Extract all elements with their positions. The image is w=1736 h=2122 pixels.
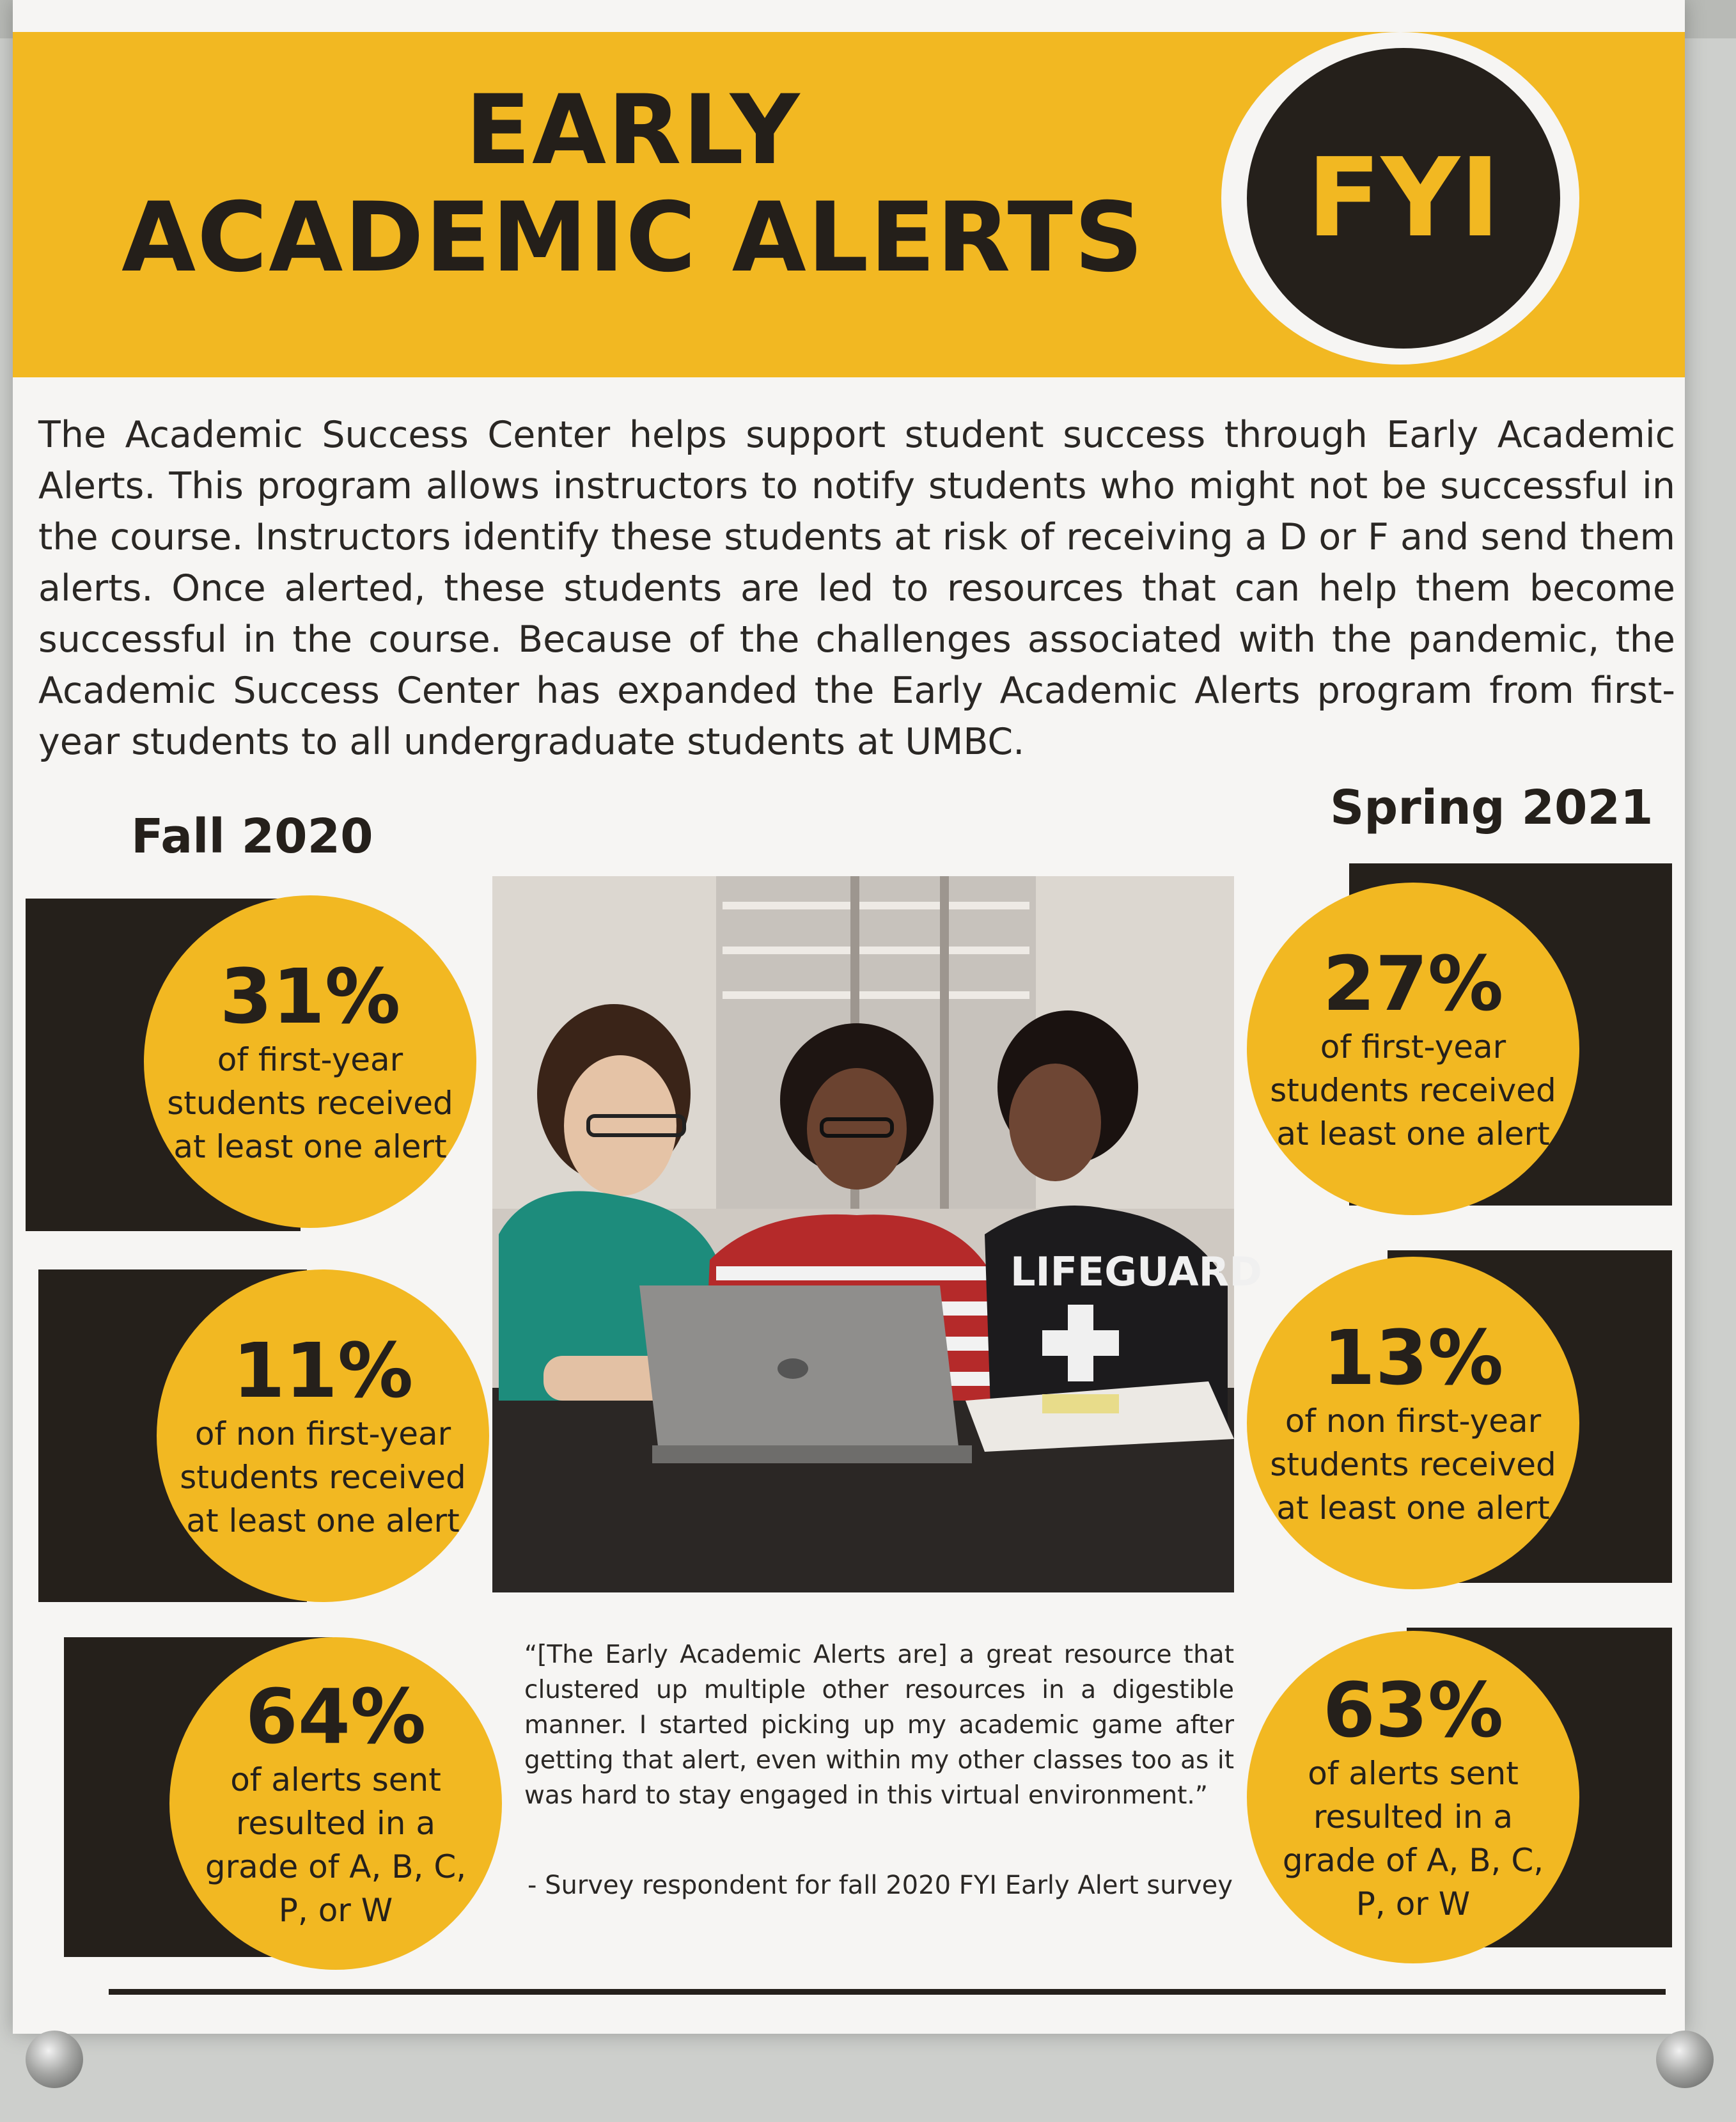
stat-value: 64% xyxy=(245,1672,426,1761)
intro-paragraph: The Academic Success Center helps support student success through Early Academic Alerts. This program allows instructors to notify students who might not be successful in the course. Instructors identify these students at risk of receiving a D or F and send them alerts. Once alerted, these students are led to resources that can help them become successful in the course. Because of the challenges associated with the pandemic, the Academic Success Center has expanded the Early Academic Alerts program from first-year students to all undergraduate students at UMBC. xyxy=(38,414,1675,763)
student-quote: “[The Early Academic Alerts are] a great resource that clustered up multiple other resources in a digestible manner. I started picking up my academic game after getting that alert, even within my other classes too as it was hard to stay engaged in this virtual environment.” xyxy=(524,1640,1234,1810)
lifeguard-shirt-text: LIFEGUARD xyxy=(1010,1248,1262,1295)
quote-attribution: - Survey respondent for fall 2020 FYI Early Alert survey xyxy=(528,1871,1233,1900)
fyi-badge: FYI xyxy=(1247,48,1560,349)
poster-title xyxy=(90,77,1177,292)
stat-description: of first-year students received at least one alert xyxy=(1270,1028,1556,1152)
fall-stat-first-year xyxy=(144,895,476,1228)
fall-stat-grades xyxy=(169,1637,502,1970)
mounting-peg-right xyxy=(1656,2031,1714,2088)
mounting-peg-left xyxy=(26,2031,83,2088)
bottom-rule xyxy=(109,1989,1666,1995)
spring-2021-heading: Spring 2021 xyxy=(1330,780,1654,835)
stat-value: 63% xyxy=(1322,1666,1504,1754)
students-photo-illustration xyxy=(492,876,1262,1592)
stat-description: of non first-year students received at least one alert xyxy=(180,1415,466,1539)
spring-stat-first-year xyxy=(1247,883,1579,1215)
fall-stat-non-first-year xyxy=(157,1269,489,1602)
stat-value: 13% xyxy=(1322,1314,1504,1402)
poster xyxy=(13,0,1685,2034)
fall-2020-heading: Fall 2020 xyxy=(131,809,373,864)
students-photo xyxy=(492,876,1262,1592)
stat-description: of alerts sent resulted in a grade of A, B, C, P, or W xyxy=(205,1761,467,1929)
spring-stat-non-first-year xyxy=(1247,1257,1579,1589)
stat-description: of alerts sent resulted in a grade of A, B, C, P, or W xyxy=(1282,1755,1544,1922)
stat-description: of non first-year students received at least one alert xyxy=(1270,1403,1556,1527)
stat-value: 27% xyxy=(1322,939,1504,1028)
title-banner xyxy=(13,32,1685,377)
stat-description: of first-year students received at least one alert xyxy=(167,1041,453,1165)
title-line-1: EARLY xyxy=(465,75,801,186)
stat-value: 11% xyxy=(232,1326,414,1415)
title-line-2: ACADEMIC ALERTS xyxy=(121,182,1145,294)
stat-value: 31% xyxy=(219,952,401,1041)
spring-stat-grades xyxy=(1247,1631,1579,1963)
